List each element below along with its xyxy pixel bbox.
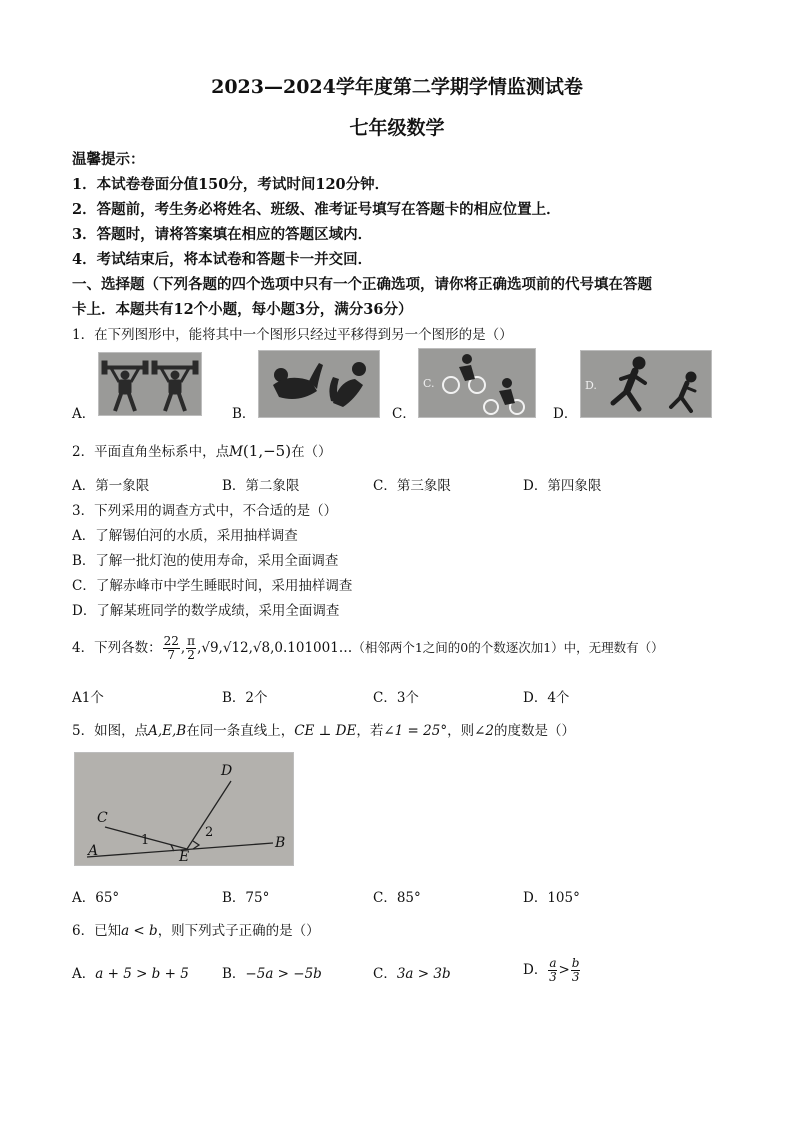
q4-option-d: D．4个 bbox=[523, 690, 570, 706]
q6-d-gt: > bbox=[558, 962, 570, 978]
q3-option-d: D．了解某班同学的数学成绩，采用全面调查 bbox=[72, 603, 340, 619]
q1-option-c-image bbox=[418, 348, 536, 418]
cyclists-icon bbox=[419, 349, 535, 417]
q6-option-c: C．3a > 3b bbox=[373, 966, 451, 982]
q1-option-b-label: B． bbox=[232, 406, 256, 422]
q4-fraction-22-7: $\frac{22}{7}$ bbox=[163, 634, 179, 662]
q5-label-angle-2: 2 bbox=[205, 825, 214, 840]
exam-subtitle: 七年级数学 bbox=[349, 117, 445, 139]
q2-option-b: B．第二象限 bbox=[222, 478, 300, 494]
exam-title: 2023—2024学年度第二学期学情监测试卷 bbox=[211, 76, 583, 98]
q5-label-e: E bbox=[179, 849, 190, 865]
q4-stem-post: （相邻两个1之间的0的个数逐次加1）中，无理数有（） bbox=[352, 640, 664, 655]
q4-option-c: C．3个 bbox=[373, 690, 419, 706]
q1-option-c-inner-label: C. bbox=[423, 377, 435, 390]
q6-expr-b: −5a > −5b bbox=[245, 966, 322, 982]
weightlifters-icon bbox=[99, 353, 201, 415]
gymnasts-icon bbox=[259, 351, 379, 417]
q5-points: A,E,B bbox=[148, 723, 187, 739]
q1-option-d-image bbox=[580, 350, 712, 418]
tip-item-1: 1．本试卷卷面分值150分，考试时间120分钟． bbox=[72, 176, 390, 193]
q4-fraction-pi-2: $\frac{\pi}{2}$ bbox=[187, 634, 196, 662]
q5-figure bbox=[74, 752, 294, 866]
runners-icon bbox=[581, 351, 711, 417]
q1-option-d-inner-label: D. bbox=[585, 379, 597, 392]
q1-option-d-label: D． bbox=[553, 406, 578, 422]
q5-value-a: 65° bbox=[95, 890, 120, 906]
q4-stem-pre: 4．下列各数： bbox=[72, 640, 162, 656]
q5-option-c: C．85° bbox=[373, 890, 421, 906]
question-4-stem: 4．下列各数： $\frac{22}{7}$ , $\frac{\pi}{2}$ ,√9,√12,√8,0.101001…（相邻两个1之间的0的个数逐次加1）中，无理数有（） bbox=[72, 634, 664, 662]
q1-option-a-image bbox=[98, 352, 202, 416]
tip-item-2: 2．答题前，考生务必将姓名、班级、准考证号填写在答题卡的相应位置上． bbox=[72, 201, 561, 218]
q5-label-c: C bbox=[97, 810, 108, 826]
q2-option-c: C．第三象限 bbox=[373, 478, 451, 494]
q1-option-c-label: C． bbox=[392, 406, 416, 422]
q3-option-b: B．了解一批灯泡的使用寿命，采用全面调查 bbox=[72, 553, 339, 569]
q5-perpendicular: CE ⊥ DE bbox=[294, 723, 357, 739]
q4-option-b: B．2个 bbox=[222, 690, 268, 706]
q3-option-a: A．了解锡伯河的水质，采用抽样调查 bbox=[72, 528, 298, 544]
question-2-stem bbox=[72, 440, 332, 460]
q6-expr-a: a + 5 > b + 5 bbox=[95, 966, 189, 982]
q5-option-b: B．75° bbox=[222, 890, 270, 906]
q6-option-b: B．−5a > −5b bbox=[222, 966, 322, 982]
tips-heading: 温馨提示： bbox=[72, 151, 145, 168]
q3-option-c: C．了解赤峰市中学生睡眠时间，采用抽样调查 bbox=[72, 578, 353, 594]
q6-fraction-a-3: $\frac{a}{3}$ bbox=[549, 956, 557, 984]
q5-option-a: A．65° bbox=[72, 890, 120, 906]
q2-coords: (1,−5) bbox=[242, 442, 292, 460]
q5-label-b: B bbox=[275, 835, 286, 851]
question-3-stem: 3．下列采用的调查方式中，不合适的是（） bbox=[72, 503, 338, 519]
q5-label-angle-1: 1 bbox=[141, 833, 150, 848]
q6-condition: a < b bbox=[121, 923, 158, 939]
q5-condition: ∠1 = 25° bbox=[383, 723, 448, 739]
q5-asked-angle: ∠2 bbox=[474, 723, 494, 739]
q4-option-a: A1个 bbox=[72, 690, 104, 706]
question-5-stem: 5．如图，点A,E,B在同一条直线上，CE ⊥ DE，若∠1 = 25°，则∠2的度数是（） bbox=[72, 723, 575, 739]
tip-item-4: 4．考试结束后，将本试卷和答题卡一并交回． bbox=[72, 251, 373, 268]
q6-option-d: D． $\frac{a}{3}$ > $\frac{b}{3}$ bbox=[523, 956, 580, 984]
section-heading-line2: 卡上．本题共有12个小题，每小题3分，满分36分） bbox=[72, 301, 413, 318]
q5-value-c: 85° bbox=[396, 890, 421, 906]
q1-option-b-image bbox=[258, 350, 380, 418]
question-6-stem: 6．已知a < b，则下列式子正确的是（） bbox=[72, 923, 320, 939]
q5-value-d: 105° bbox=[547, 890, 580, 906]
q2-stem-pre: 2．平面直角坐标系中，点 bbox=[72, 444, 230, 460]
question-1-stem: 1．在下列图形中，能将其中一个图形只经过平移得到另一个图形的是（） bbox=[72, 327, 513, 343]
q2-option-a: A．第一象限 bbox=[72, 478, 150, 494]
q5-option-d: D．105° bbox=[523, 890, 580, 906]
tip-item-3: 3．答题时，请将答案填在相应的答题区域内． bbox=[72, 226, 373, 243]
q5-label-a: A bbox=[88, 843, 99, 859]
section-heading-line1: 一、选择题（下列各题的四个选项中只有一个正确选项，请你将正确选项前的代号填在答题 bbox=[72, 276, 652, 293]
q5-label-d: D bbox=[221, 763, 233, 779]
q2-stem-post: 在（） bbox=[291, 444, 332, 460]
q6-option-a: A．a + 5 > b + 5 bbox=[72, 966, 189, 982]
q1-option-a-label: A． bbox=[72, 406, 96, 422]
q2-point: M bbox=[229, 444, 243, 460]
q2-option-d: D．第四象限 bbox=[523, 478, 602, 494]
q4-number-list: ,√9,√12,√8,0.101001… bbox=[197, 640, 353, 656]
q5-value-b: 75° bbox=[245, 890, 270, 906]
q6-expr-c: 3a > 3b bbox=[396, 966, 451, 982]
q6-fraction-b-3: $\frac{b}{3}$ bbox=[571, 956, 580, 984]
